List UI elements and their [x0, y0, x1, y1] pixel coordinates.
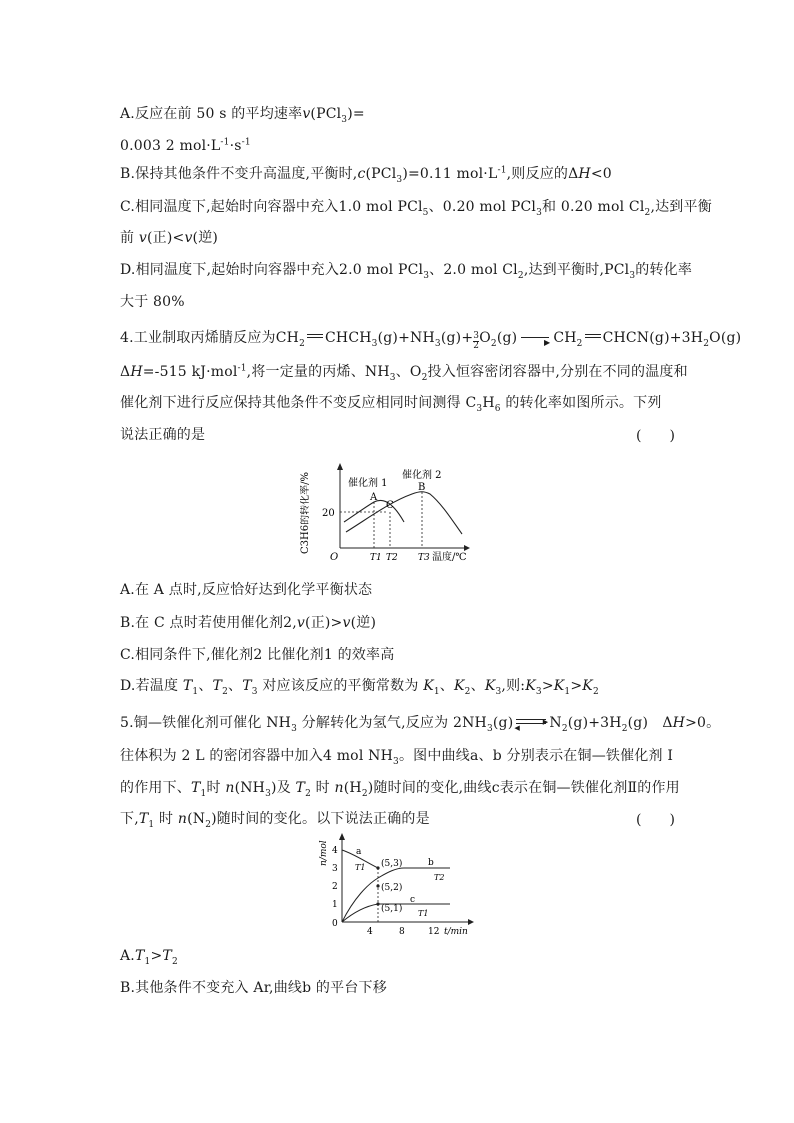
- x-axis-arrow-icon: [464, 545, 470, 551]
- curve-b-label: b: [428, 858, 434, 868]
- origin-label: 0: [332, 919, 338, 929]
- y-axis-label: n/mol: [319, 840, 329, 866]
- x-tick-8: 8: [399, 927, 405, 937]
- q3-option-d-line1: D.相同温度下,起始时向容器中充入2.0 mol PCl$_3$、2.0 mol $Cl_2$,达到平衡时,PCl$_3$的转化率: [120, 262, 693, 281]
- point-C-label: C: [386, 500, 394, 511]
- q3-option-d-line2: 大于 80%: [120, 294, 185, 310]
- q3-option-c-line2: 前 v(正)<v(逆): [120, 230, 219, 246]
- q4-option-b: B.在 C 点时若使用催化剂2,v(正)>v(逆): [120, 615, 377, 631]
- fraction-three-halves: $\frac{3}{2}$: [473, 331, 480, 351]
- y-tick-4: 4: [332, 846, 338, 856]
- q4-option-c: C.相同条件下,催化剂2 比催化剂1 的效率高: [120, 647, 395, 663]
- point-5-2: [376, 884, 379, 887]
- point-B-label: B: [418, 482, 426, 493]
- curve-catalyst-2: [346, 492, 462, 534]
- y-axis-arrow-icon: [339, 833, 345, 840]
- q4-stem-line4: 说法正确的是: [120, 427, 206, 443]
- x-tick-T1: T1: [370, 553, 382, 563]
- y-tick-1: 1: [332, 900, 338, 910]
- q4-answer-blank: ( ): [636, 428, 675, 444]
- reaction-arrow-icon: ▶: [521, 337, 549, 338]
- q3-option-c-line1: C.相同温度下,起始时向容器中充入1.0 mol PCl$_5$、0.20 mol PCl$_3$和 0.20 mol $Cl_2$,达到平衡: [120, 199, 712, 218]
- label-catalyst-2: 催化剂 2: [402, 470, 442, 481]
- equilibrium-arrow-icon: ▶ ◀: [514, 718, 549, 732]
- q5-option-a: $A.T_1>T_2$: [120, 948, 178, 967]
- q4-option-a: A.在 A 点时,反应恰好达到化学平衡状态: [120, 582, 373, 598]
- curve-a-T1-label: T1: [355, 863, 366, 872]
- point-A-label: A: [370, 492, 378, 503]
- q5-stem-line4: 下$,T_1$ 时 $n(N_2)$随时间的变化。以下说法正确的是: [120, 811, 430, 830]
- x-tick-T2: T2: [386, 553, 398, 563]
- q4-stem-line3: 催化剂下进行反应保持其他条件不变反应相同时间测得 $C_3H_6$ 的转化率如图所示。下列: [120, 395, 662, 414]
- x-axis-arrow-icon: [468, 919, 474, 925]
- y-tick-20: 20: [322, 508, 335, 519]
- catalyst-conversion-chart: [300, 462, 470, 568]
- point-5-3: [376, 866, 379, 869]
- x-axis-label: 温度/℃: [432, 552, 467, 563]
- q3-option-b: B.保持其他条件不变升高温度,平衡时,c(PCl$_3$)=0.11 $mol\cdot L^{-1}$,则反应的ΔH<0: [120, 165, 612, 185]
- x-tick-12: 12: [428, 927, 440, 937]
- label-5-3: (5,3): [381, 859, 403, 869]
- y-axis-label: C3H6的转化率/%: [300, 472, 311, 554]
- x-tick-4: 4: [367, 927, 373, 937]
- y-tick-2: 2: [332, 882, 338, 892]
- curve-a-label: a: [356, 847, 362, 857]
- q5-answer-blank: ( ): [636, 812, 675, 828]
- moles-time-chart: [318, 832, 476, 940]
- label-catalyst-1: 催化剂 1: [348, 478, 388, 489]
- q3-option-a-line2: 0.003 2 $mol\cdot L^{-1}\cdot s^{-1}$: [120, 137, 251, 154]
- q5-option-b: B.其他条件不变充入 Ar,曲线b 的平台下移: [120, 980, 387, 996]
- x-tick-T3: T3: [418, 553, 430, 563]
- origin-label: O: [330, 552, 339, 563]
- curve-b-T2-label: T2: [434, 873, 445, 882]
- y-axis-arrow-icon: [337, 463, 343, 470]
- q4-stem-line1: 4.工业制取丙烯腈反应为$CH_2$ $CHCH_3(g)+NH_3(g)+$ $\frac{3}{2}$ $O_2(g)$ ▶ $CH_2$ $CHCN(g)+3H_2O(g)$: [120, 330, 742, 351]
- y-tick-3: 3: [332, 864, 338, 874]
- label-5-1: (5,1): [381, 904, 403, 914]
- point-5-1: [376, 902, 379, 905]
- curve-c-label: c: [410, 895, 416, 905]
- label-5-2: (5,2): [381, 883, 403, 893]
- curve-c-T1-label: T1: [418, 909, 429, 918]
- x-axis-label: t/min: [444, 927, 468, 937]
- q5-stem-line3: 的作用下、$T_1$时 $n(NH_3)$及 $T_2$ 时 $n(H_2)$随时间的变化,曲线c表示在铜—铁催化剂Ⅱ的作用: [120, 780, 680, 799]
- q5-stem-line1: 5.铜—铁催化剂可催化 $NH_3$ 分解转化为氢气,反应为 $2NH_3(g)$ ▶ ◀ $N_2(g)+3H_2(g)$ ΔH>0。: [120, 715, 721, 734]
- q5-stem-line2: 往体积为 2 L 的密闭容器中加入4 mol $NH_3$。图中曲线a、b 分别表示在铜—铁催化剂 Ⅰ: [120, 748, 674, 767]
- q4-stem-line2: ΔH=-515 kJ·mol$^{-1}$,将一定量的丙烯、$NH_3$、$O_2$投入恒容密闭容器中,分别在不同的温度和: [120, 363, 688, 383]
- q4-option-d: D.若温度 $T_1$、$T_2$、$T_3$ 对应该反应的平衡常数为 $K_1$、$K_2$、$K_3$,则$:K_3>K_1>K_2$: [120, 678, 599, 697]
- q3-option-a-line1: A.反应在前 50 s 的平均速率v(PCl$_3$)=: [120, 106, 365, 125]
